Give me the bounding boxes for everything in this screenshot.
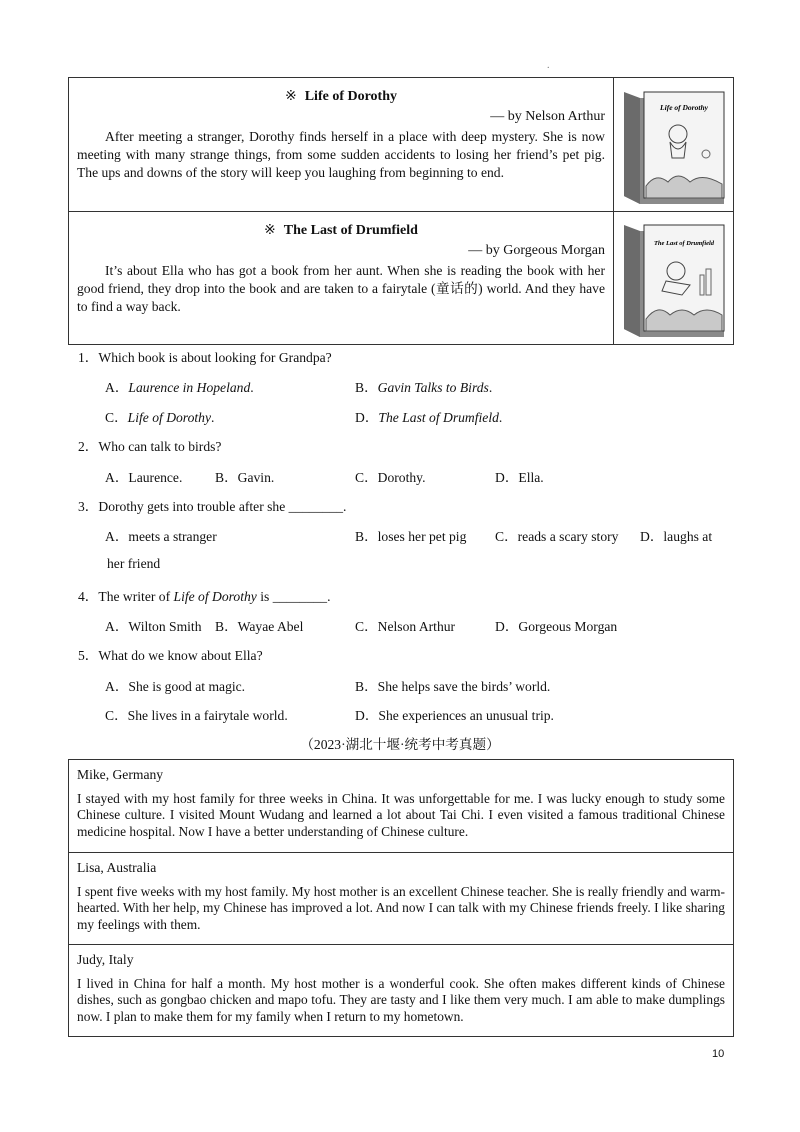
option-5d[interactable]: D．She experiences an unusual trip. — [355, 708, 554, 723]
option-1b[interactable]: B．Gavin Talks to Birds. — [355, 380, 493, 395]
option-4b[interactable]: B．Wayae Abel — [215, 619, 304, 634]
top-dot-mark: . — [547, 60, 550, 71]
option-5b[interactable]: B．She helps save the birds’ world. — [355, 679, 551, 694]
option-1a[interactable]: A．Laurence in Hopeland. — [105, 380, 254, 395]
option-3b[interactable]: B．loses her pet pig — [355, 529, 467, 544]
option-3d-continued: her friend — [107, 556, 161, 571]
option-3d[interactable]: D．laughs at — [640, 529, 713, 544]
exam-source: （2023·湖北十堰·统考中考真题） — [300, 737, 500, 752]
reference-mark-icon: ※ — [264, 223, 276, 238]
host-entry — [69, 760, 733, 852]
question-1: 1．Which book is about looking for Grandpa? — [78, 350, 332, 365]
book-text-cell — [69, 212, 614, 344]
option-3c[interactable]: C．reads a scary story — [495, 529, 619, 544]
question-2: 2．Who can talk to birds? — [78, 439, 222, 454]
page-number: 10 — [712, 1048, 725, 1060]
book-description: After meeting a stranger, Dorothy finds herself in a place with deep mystery. She is now meeting with many strange things, from some sudden accidents to losing her friend’s pet pig. The ups and downs of the story will keep you laughing from beginning to end. — [77, 129, 605, 180]
book-row — [69, 78, 733, 211]
book-author: — by Gorgeous Morgan — [468, 243, 605, 258]
host-family-table — [68, 759, 734, 1037]
question-4: 4．The writer of Life of Dorothy is ________. — [78, 589, 331, 604]
host-entry — [69, 852, 733, 944]
option-1c[interactable]: C．Life of Dorothy. — [105, 410, 215, 425]
book-author: — by Nelson Arthur — [490, 109, 605, 124]
book-row — [69, 211, 733, 344]
option-5c[interactable]: C．She lives in a fairytale world. — [105, 708, 288, 723]
option-2a[interactable]: A．Laurence. — [105, 470, 183, 485]
book-cover-image — [620, 219, 728, 337]
host-name: Judy, Italy — [77, 952, 134, 967]
book-description: It’s about Ella who has got a book from her aunt. When she is reading the book with her good friend, they drop into the book and are taken to a fairytale (童话的) world. And they have to find a way back. — [77, 263, 605, 314]
question-3: 3．Dorothy gets into trouble after she ________. — [78, 499, 347, 514]
reference-mark-icon: ※ — [284, 89, 297, 104]
option-4a[interactable]: A．Wilton Smith — [105, 619, 202, 634]
book-table — [68, 77, 734, 345]
option-2c[interactable]: C．Dorothy. — [355, 470, 426, 485]
host-name: Mike, Germany — [77, 767, 164, 782]
book-cover-cell — [614, 78, 733, 211]
book-text-cell — [69, 78, 614, 211]
cover-title-text: Life of Dorothy — [659, 102, 708, 112]
option-5a[interactable]: A．She is good at magic. — [105, 679, 246, 694]
cover-title-text: The Last of Drumfield — [653, 240, 714, 247]
book-cover-cell — [614, 212, 733, 344]
host-name: Lisa, Australia — [77, 860, 157, 875]
book-title: ※ Life of Dorothy — [284, 89, 398, 104]
book-cover-image — [620, 86, 728, 204]
host-text: I spent five weeks with my host family. My host mother is an excellent Chinese teacher. She is really friendly and warm-hearted. With her help, my Chinese has improved a lot. And now I can talk with my Chinese friends freely. I like sharing my feelings with them. — [77, 884, 725, 932]
option-4c[interactable]: C．Nelson Arthur — [355, 619, 456, 634]
question-5: 5．What do we know about Ella? — [78, 648, 263, 663]
host-text: I stayed with my host family for three weeks in China. It was unforgettable for me. I was lucky enough to study some Chinese culture. I visited Mount Wudang and learned a lot about Tai Chi. I even visited a famous traditional Chinese medicine hospital. Now I have a better understanding of Chinese culture. — [77, 791, 725, 839]
host-entry — [69, 944, 733, 1036]
option-2b[interactable]: B．Gavin. — [215, 470, 275, 485]
book-title: ※ The Last of Drumfield — [264, 223, 418, 238]
option-2d[interactable]: D．Ella. — [495, 470, 544, 485]
option-3a[interactable]: A．meets a stranger — [105, 529, 217, 544]
host-text: I lived in China for half a month. My host mother is a wonderful cook. She often makes different kinds of Chinese dishes, such as gongbao chicken and mapo tofu. They are tasty and I like them very much. I am able to make dumplings now. I plan to make them for my family when I return to my hometown. — [77, 976, 725, 1024]
option-1d[interactable]: D．The Last of Drumfield. — [355, 410, 503, 425]
option-4d[interactable]: D．Gorgeous Morgan — [495, 619, 618, 634]
